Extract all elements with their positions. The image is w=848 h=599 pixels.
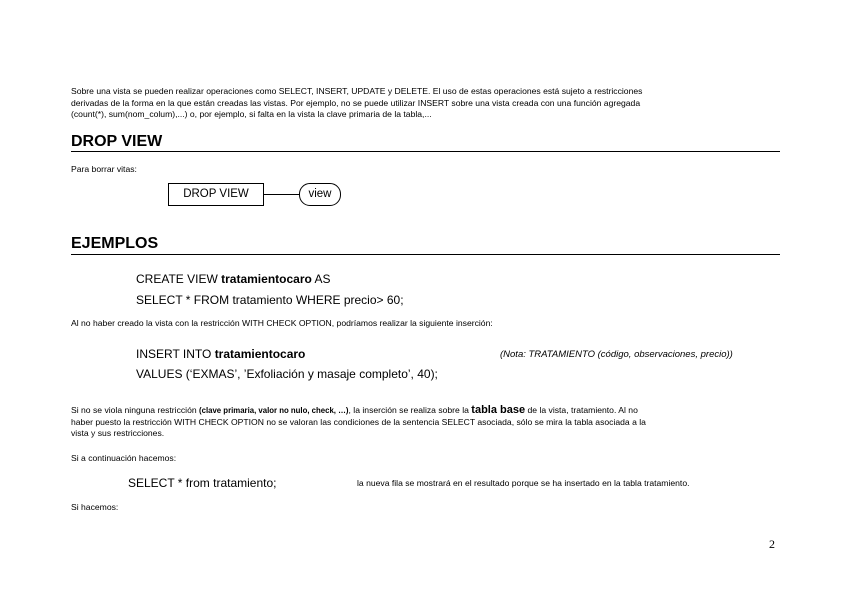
insert-table-name: tratamientocaro xyxy=(214,347,306,361)
restrictions-text-d: de la vista, tratamiento. Al no xyxy=(525,405,638,415)
select-statement: SELECT * FROM tratamiento WHERE precio> 60; xyxy=(136,293,404,307)
select-all-statement: SELECT * from tratamiento; xyxy=(128,476,277,490)
drop-view-heading: DROP VIEW xyxy=(71,133,163,150)
page-number: 2 xyxy=(769,537,775,551)
intro-line-1: Sobre una vista se pueden realizar operaciones como SELECT, INSERT, UPDATE y DELETE. El uso de estas operaciones está sujeto a restricciones xyxy=(71,86,643,96)
insert-statement xyxy=(136,347,305,361)
restrictions-text-c: , la inserción se realiza sobre la xyxy=(348,405,472,415)
paragraph-then: Si a continuación hacemos: xyxy=(71,453,177,463)
create-view-prefix: CREATE VIEW xyxy=(136,272,222,286)
paragraph-restrictions xyxy=(71,405,779,440)
restrictions-text-a: Si no se viola ninguna restricción xyxy=(71,405,200,415)
ejemplos-heading: EJEMPLOS xyxy=(71,235,159,252)
paragraph-no-check-option: Al no haber creado la vista con la restricción WITH CHECK OPTION, podríamos realizar la siguiente inserción: xyxy=(71,318,493,328)
create-view-statement xyxy=(136,272,331,286)
create-view-name: tratamientocaro xyxy=(221,272,312,286)
intro-paragraph xyxy=(71,86,779,121)
intro-line-3: (count(*), sum(nom_colum),...) o, por ejemplo, si falta en la vista la clave primaria de la tabla,... xyxy=(71,109,432,119)
tabla-base-term: tabla base xyxy=(471,404,526,416)
drop-view-text: Para borrar vitas: xyxy=(71,164,137,174)
restrictions-line-1 xyxy=(71,405,779,417)
drop-view-divider xyxy=(71,151,780,152)
intro-line-2: derivadas de la forma en la que están creadas las vistas. Por ejemplo, no se puede utilizar INSERT sobre una vista creada con una función agregada xyxy=(71,97,641,108)
restrictions-line-3: vista y sus restricciones. xyxy=(71,428,165,438)
paragraph-if-we-do: Si hacemos: xyxy=(71,502,119,512)
create-view-suffix: AS xyxy=(311,272,331,286)
restrictions-list: (clave primaria, valor no nulo, check, …) xyxy=(199,406,349,415)
ejemplos-divider xyxy=(71,254,780,255)
insert-note: (Nota: TRATAMIENTO (código, observaciones, precio)) xyxy=(500,349,733,360)
insert-prefix: INSERT INTO xyxy=(136,347,215,361)
syntax-diagram-keyword: DROP VIEW xyxy=(168,183,264,206)
select-all-note: la nueva fila se mostrará en el resultado porque se ha insertado en la tabla tratamiento. xyxy=(357,478,690,488)
syntax-diagram-connector xyxy=(263,194,300,195)
values-statement: VALUES (‘EXMAS’, ’Exfoliación y masaje completo’, 40); xyxy=(136,367,438,381)
syntax-diagram-argument: view xyxy=(299,183,341,206)
restrictions-line-2: haber puesto la restricción WITH CHECK OPTION no se valoran las condiciones de la sentencia SELECT asociada, sólo se mira la tabla asociada a la xyxy=(71,416,646,427)
